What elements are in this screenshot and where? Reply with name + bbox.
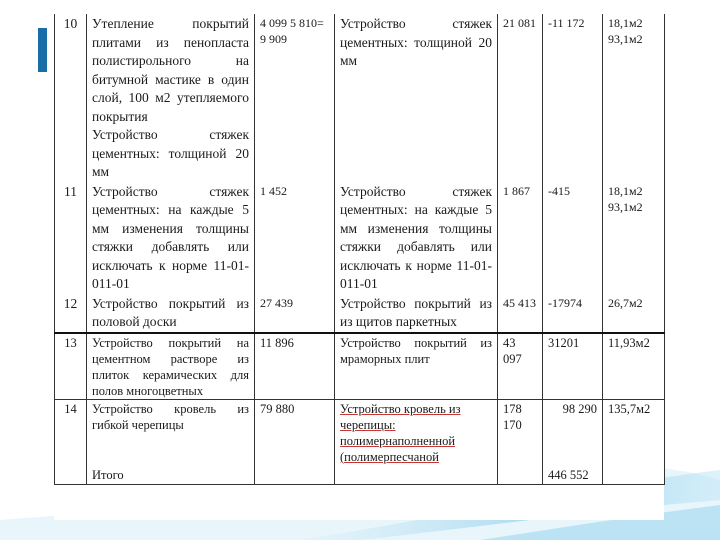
replacement-work-description: Устройство покрытий из мраморных плит bbox=[335, 333, 498, 400]
original-work-description: Устройство покрытий на цементном растворе из плиток керамических для полов многоцветных bbox=[87, 333, 255, 400]
total-value: 446 552 bbox=[543, 465, 603, 485]
original-work-description: Устройство стяжек цементных: на каждые 5 мм изменения толщины стяжки добавлять или исключать к норме 11-01-011-01 bbox=[87, 182, 255, 294]
original-cost: 11 896 bbox=[255, 333, 335, 400]
original-work-description: Утепление покрытий плитами из пенопласта полистирольного на битумной мастике в один слой, 100 м2 утепляемого покрытия Устройство стяжек цементных: толщиной 20 мм bbox=[87, 14, 255, 182]
replacement-work-description: Устройство стяжек цементных: толщиной 20 мм bbox=[335, 14, 498, 182]
row-number: 10 bbox=[55, 14, 87, 182]
original-work-text: Устройство кровель из гибкой черепицы bbox=[92, 401, 249, 432]
table-row bbox=[55, 333, 665, 400]
total-label: Итого bbox=[87, 465, 255, 485]
cost-difference: -415 bbox=[543, 182, 603, 294]
original-work-description: Устройство покрытий из половой доски bbox=[87, 294, 255, 333]
cost-difference: 98 290 bbox=[543, 399, 603, 465]
replacement-cost: 43 097 bbox=[498, 333, 543, 400]
table-row bbox=[55, 14, 665, 182]
row-number: 14 bbox=[55, 399, 87, 465]
replacement-work-description: Устройство покрытий из из щитов паркетных bbox=[335, 294, 498, 333]
original-cost: 27 439 bbox=[255, 294, 335, 333]
table-row bbox=[55, 399, 665, 465]
replacement-work-text: Устройство кровель из черепицы: полимернаполненной (полимерпесчаной bbox=[340, 401, 461, 464]
replacement-work-description bbox=[335, 399, 498, 465]
cost-difference: 31201 bbox=[543, 333, 603, 400]
area-value: 11,93м2 bbox=[603, 333, 665, 400]
table-row bbox=[55, 182, 665, 294]
cost-difference: -17974 bbox=[543, 294, 603, 333]
area-value: 26,7м2 bbox=[603, 294, 665, 333]
accent-bar bbox=[38, 28, 47, 72]
original-work-description bbox=[87, 399, 255, 465]
cost-difference: -11 172 bbox=[543, 14, 603, 182]
replacement-work-description: Устройство стяжек цементных: на каждые 5 мм изменения толщины стяжки добавлять или исключать к норме 11-01-011-01 bbox=[335, 182, 498, 294]
original-cost: 1 452 bbox=[255, 182, 335, 294]
replacement-cost: 45 413 bbox=[498, 294, 543, 333]
replacement-cost: 1 867 bbox=[498, 182, 543, 294]
row-number: 13 bbox=[55, 333, 87, 400]
area-value: 18,1м2 93,1м2 bbox=[603, 182, 665, 294]
row-number: 11 bbox=[55, 182, 87, 294]
original-cost: 79 880 bbox=[255, 399, 335, 465]
replacement-cost: 21 081 bbox=[498, 14, 543, 182]
cost-comparison-table bbox=[54, 14, 665, 485]
area-value: 18,1м2 93,1м2 bbox=[603, 14, 665, 182]
area-value: 135,7м2 bbox=[603, 399, 665, 465]
total-row bbox=[55, 465, 665, 485]
replacement-cost: 178 170 bbox=[498, 399, 543, 465]
table-row bbox=[55, 294, 665, 333]
original-cost: 4 099 5 810= 9 909 bbox=[255, 14, 335, 182]
row-number: 12 bbox=[55, 294, 87, 333]
